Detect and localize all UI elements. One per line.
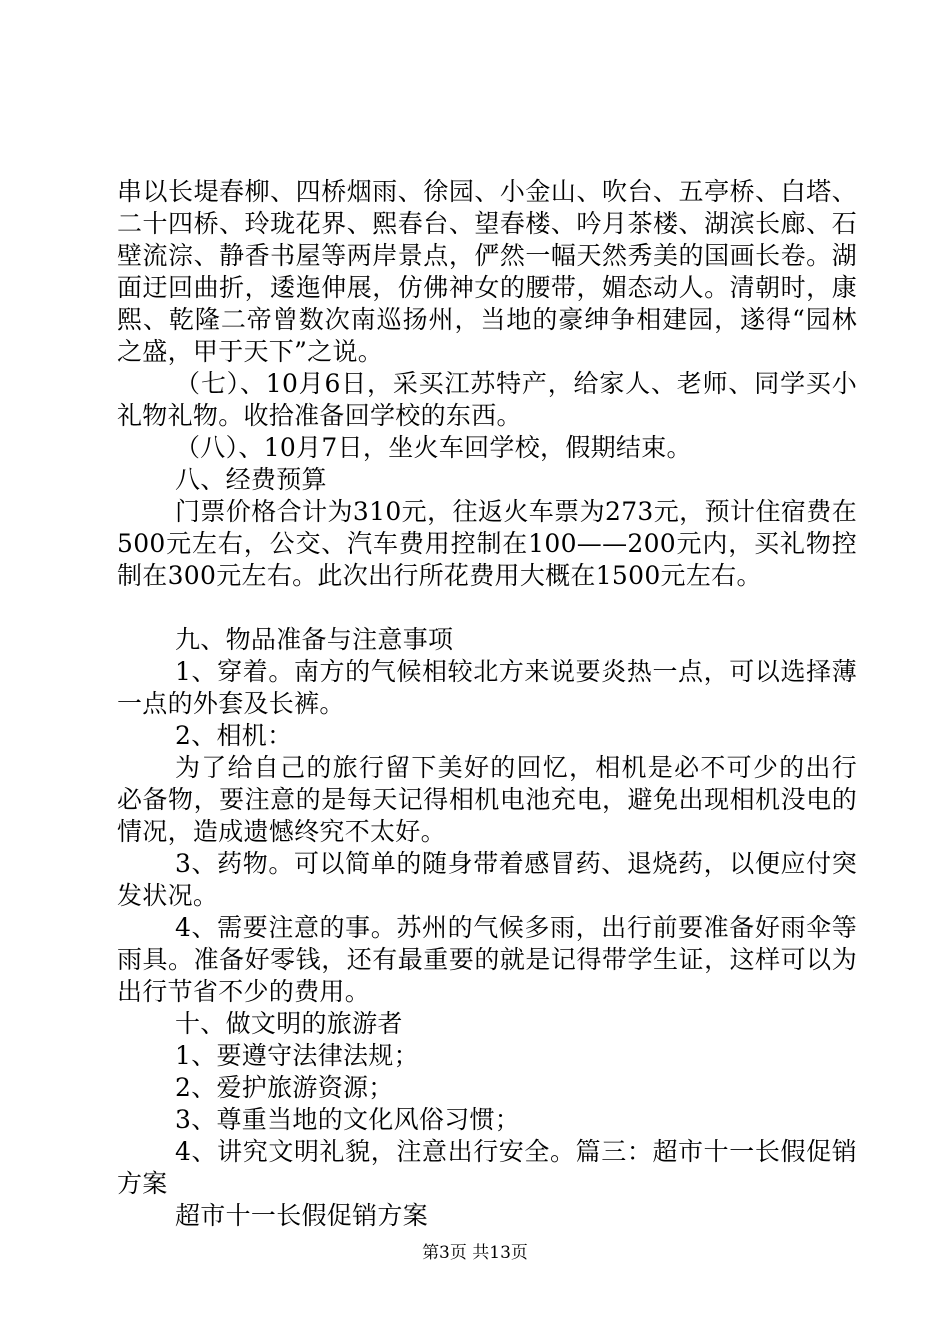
list-item-resources: 2、爱护旅游资源； [175,1073,394,1102]
list-item-camera: 2、相机： [175,721,293,750]
heading-preparation: 九、物品准备与注意事项 [175,625,454,654]
paragraph-day-oct-7: （八）、10月7日，坐火车回学校，假期结束。 [175,433,692,462]
list-item-customs: 3、尊重当地的文化风俗习惯； [175,1105,521,1134]
list-item-notes: 4、需要注意的事。苏州的气候多雨，出行前要准备好雨伞等雨具。准备好零钱，还有最重要的就是记得带学生证，这样可以为出行节省不少的费用。 [117,913,857,1006]
page-number-footer: 第3页 共13页 [422,1243,528,1263]
paragraph-camera-details: 为了给自己的旅行留下美好的回忆，相机是必不可少的出行必备物，要注意的是每天记得相机电池充电，避免出现相机没电的情况，造成遗憾终究不太好。 [117,753,857,846]
heading-supermarket-plan: 超市十一长假促销方案 [175,1201,429,1230]
paragraph-budget-details: 门票价格合计为310元，往返火车票为273元，预计住宿费在500元左右，公交、汽车费用控制在100——200元内，买礼物控制在300元左右。此次出行所花费用大概在1500元左右。 [117,497,857,590]
heading-civilized-tourist: 十、做文明的旅游者 [175,1009,403,1038]
heading-budget: 八、经费预算 [175,465,327,494]
list-item-manners: 4、讲究文明礼貌，注意出行安全。篇三：超市十一长假促销方案 [117,1137,857,1198]
paragraph-slender-west-lake-scenery: 串以长堤春柳、四桥烟雨、徐园、小金山、吹台、五亭桥、白塔、二十四桥、玲珑花界、熙春台、望春楼、吟月茶楼、湖滨长廊、石壁流淙、静香书屋等两岸景点，俨然一幅天然秀美的国画长卷。湖面迂回曲折，逶迤伸展，仿佛神女的腰带，媚态动人。清朝时，康熙、乾隆二帝曾数次南巡扬州，当地的豪绅争相建园，遂得“园林之盛，甲于天下”之说。 [117,177,857,366]
paragraph-day-oct-6: （七）、10月6日，采买江苏特产，给家人、老师、同学买小礼物礼物。收拾准备回学校的东西。 [117,369,857,430]
list-item-clothing: 1、穿着。南方的气候相较北方来说要炎热一点，可以选择薄一点的外套及长裤。 [117,657,857,718]
list-item-law: 1、要遵守法律法规； [175,1041,419,1070]
document-body [117,176,857,1232]
list-item-medicine: 3、药物。可以简单的随身带着感冒药、退烧药，以便应付突发状况。 [117,849,857,910]
